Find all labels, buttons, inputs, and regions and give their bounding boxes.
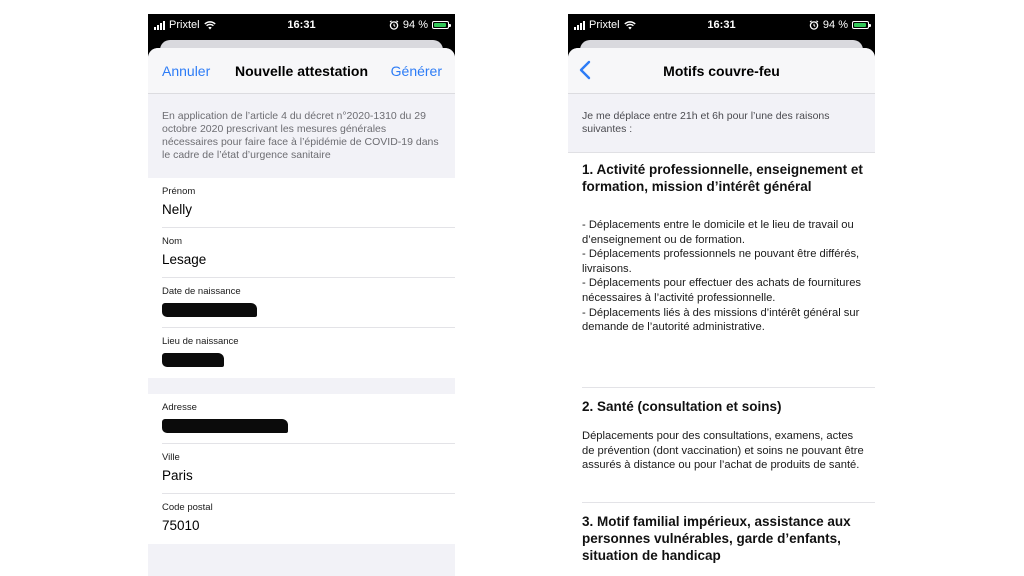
identity-group <box>148 178 455 378</box>
postal-code-input[interactable]: 75010 <box>162 518 200 533</box>
battery-charging-icon <box>852 21 869 29</box>
first-name-field[interactable] <box>162 178 455 228</box>
redacted-value <box>162 303 257 317</box>
battery-percent: 94 % <box>822 19 848 31</box>
field-label: Nom <box>162 236 183 247</box>
field-label: Date de naissance <box>162 286 241 297</box>
last-name-input[interactable]: Lesage <box>162 252 207 267</box>
battery-level-fill <box>434 23 446 27</box>
carrier-name: Prixtel <box>169 19 200 31</box>
reasons-intro <box>568 94 875 153</box>
form-sheet <box>148 48 455 576</box>
birth-place-field[interactable] <box>162 328 455 378</box>
motif-title[interactable]: 2. Santé (consultation et soins) <box>582 399 782 414</box>
field-label: Ville <box>162 452 180 463</box>
status-carrier <box>574 19 636 31</box>
city-input[interactable]: Paris <box>162 468 193 483</box>
page-title: Motifs couvre-feu <box>663 63 780 79</box>
legal-intro-text: En application de l’article 4 du décret n°2020-1310 du 29 octobre 2020 prescrivant les mesures générales nécessaires pour faire face à l’épidémie de COVID-19 dans le cadre de l’état d’urgence sanitaire <box>162 110 439 161</box>
last-name-field[interactable] <box>162 228 455 278</box>
field-label: Prénom <box>162 186 196 197</box>
chevron-left-icon[interactable] <box>576 59 596 81</box>
motif-description: - Déplacements entre le domicile et le lieu de travail ou d’enseignement ou de formation. - Déplacements professionnels ne pouvant être différés, livraisons. - Déplacements pour effectuer des achats de fournitures nécessaires à l’activité professionnelle. - Déplacements liés à des missions d’intérêt général sur demande de l’autorité administrative. <box>582 219 862 334</box>
postal-code-field[interactable] <box>162 494 455 544</box>
cancel-button[interactable]: Annuler <box>162 63 211 79</box>
status-right <box>389 19 449 31</box>
divider <box>582 387 875 388</box>
battery-level-fill <box>854 23 866 27</box>
generate-button[interactable]: Générer <box>390 63 442 79</box>
reasons-intro-text: Je me déplace entre 21h et 6h pour l’une des raisons suivantes : <box>582 110 830 135</box>
battery-charging-icon <box>432 21 449 29</box>
status-time: 16:31 <box>287 19 316 31</box>
curfew-reasons-screen <box>568 14 875 576</box>
redacted-value <box>162 419 288 433</box>
motif-description: Déplacements pour des consultations, examens, actes de prévention (dont vaccination) et soins ne pouvant être assurés à distance ou pour l’achat de produits de santé. <box>582 430 864 472</box>
status-time: 16:31 <box>707 19 736 31</box>
alarm-icon <box>809 20 819 30</box>
address-field[interactable] <box>162 394 455 444</box>
alarm-icon <box>389 20 399 30</box>
wifi-icon <box>204 21 216 30</box>
field-label: Adresse <box>162 402 197 413</box>
cellular-signal-icon <box>154 21 165 30</box>
motif-title[interactable]: 3. Motif familial impérieux, assistance aux personnes vulnérables, garde d’enfants, situation de handicap <box>582 514 851 563</box>
motif-title[interactable]: 1. Activité professionnelle, enseignement et formation, mission d’intérêt général <box>582 162 863 194</box>
status-bar <box>568 14 875 38</box>
attestation-form-screen <box>148 14 455 576</box>
carrier-name: Prixtel <box>589 19 620 31</box>
status-carrier <box>154 19 216 31</box>
cellular-signal-icon <box>574 21 585 30</box>
navigation-bar <box>148 48 455 94</box>
field-label: Code postal <box>162 502 213 513</box>
wifi-icon <box>624 21 636 30</box>
divider <box>582 502 875 503</box>
city-field[interactable] <box>162 444 455 494</box>
battery-percent: 94 % <box>402 19 428 31</box>
status-bar <box>148 14 455 38</box>
first-name-input[interactable]: Nelly <box>162 202 193 217</box>
status-right <box>809 19 869 31</box>
redacted-value <box>162 353 224 367</box>
field-label: Lieu de naissance <box>162 336 239 347</box>
navigation-bar <box>568 48 875 94</box>
legal-intro <box>148 94 455 177</box>
page-title: Nouvelle attestation <box>234 63 369 79</box>
birth-date-field[interactable] <box>162 278 455 328</box>
reasons-sheet <box>568 48 875 576</box>
address-group <box>148 394 455 544</box>
